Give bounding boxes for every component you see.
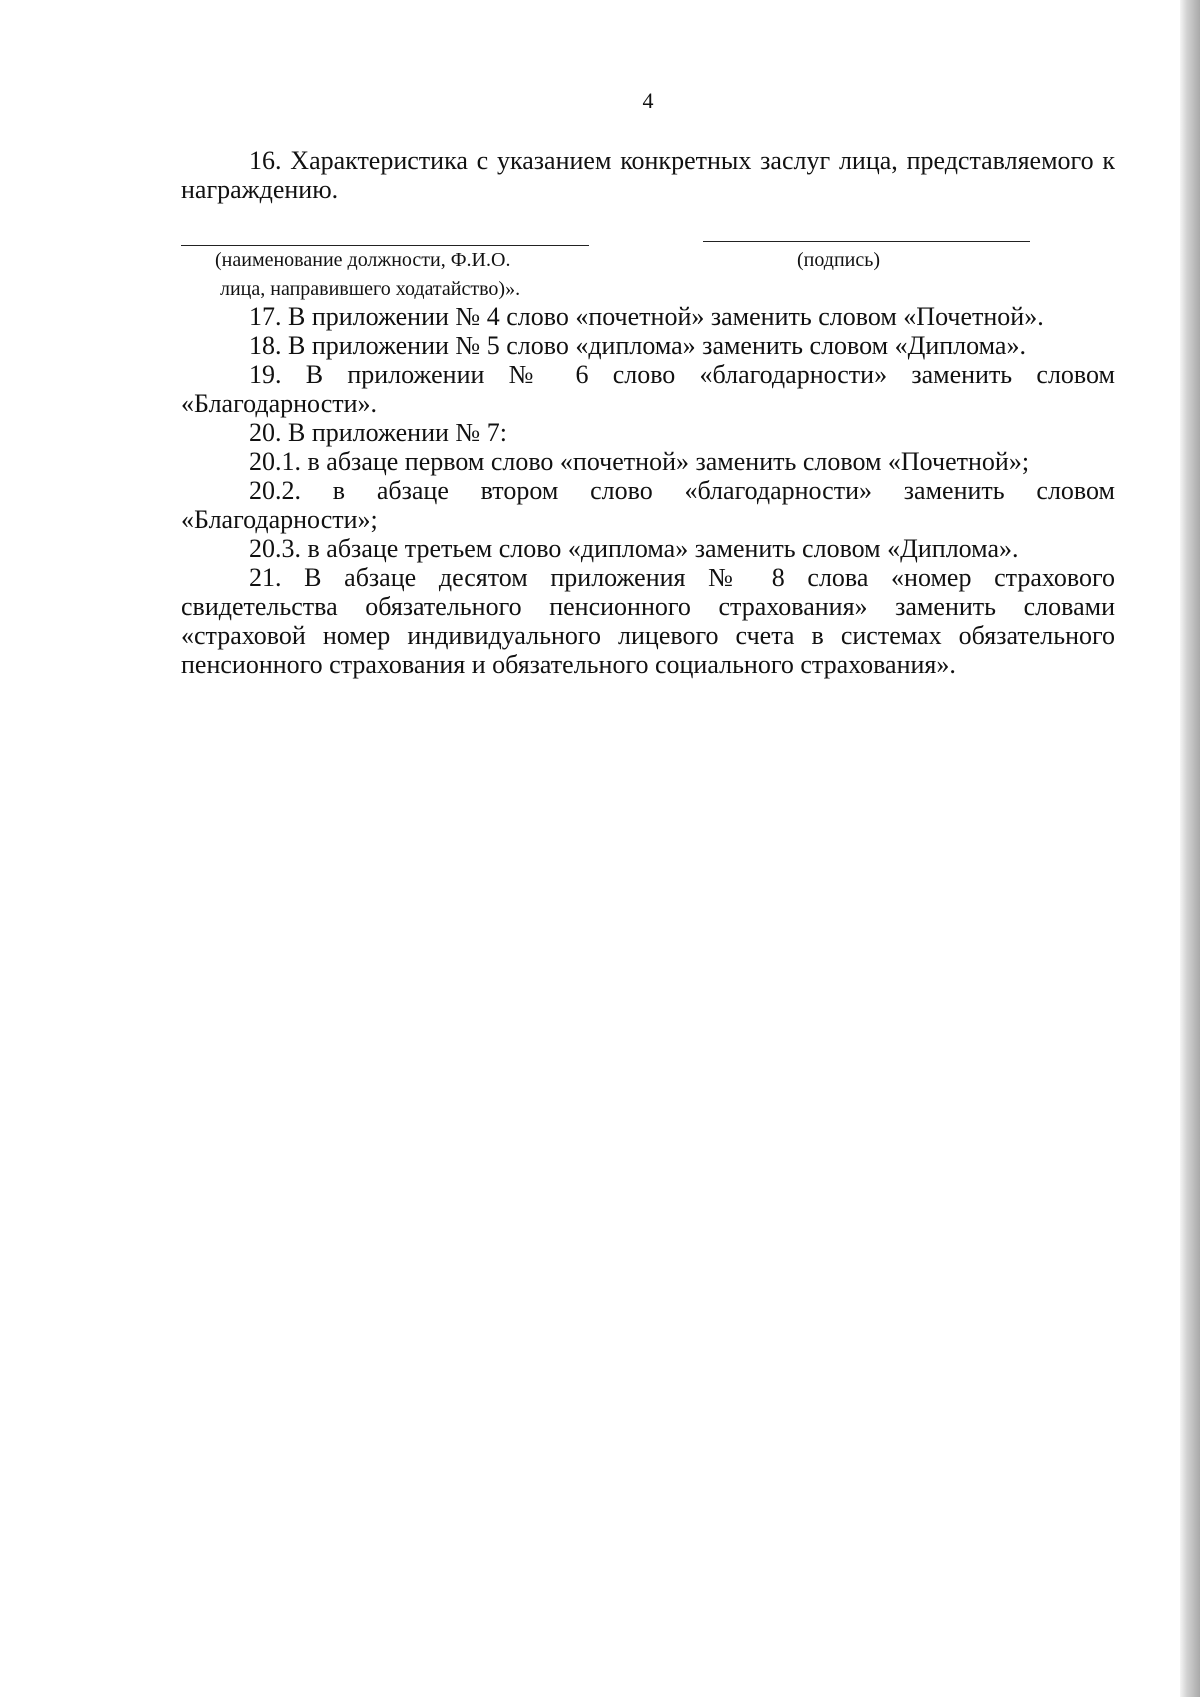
paragraph-18: 18. В приложении № 5 слово «диплома» заменить словом «Диплома».: [249, 331, 1026, 360]
position-caption-line2: лица, направившего ходатайство)».: [220, 278, 521, 300]
paragraph-20: 20. В приложении № 7:: [249, 418, 507, 447]
signature-caption: (подпись): [797, 249, 881, 271]
scan-edge-shadow: [1180, 0, 1200, 1697]
position-caption-line1: (наименование должности, Ф.И.О.: [215, 249, 511, 271]
paragraph-17: 17. В приложении № 4 слово «почетной» заменить словом «Почетной».: [249, 302, 1044, 331]
signature-line: [703, 241, 1030, 242]
paragraph-20-3: 20.3. в абзаце третьем слово «диплома» заменить словом «Диплома».: [249, 534, 1019, 563]
paragraph-19: 19. В приложении № 6 слово «благодарности» заменить словом «Благодарности».: [181, 360, 1115, 418]
paragraph-16: 16. Характеристика с указанием конкретных заслуг лица, представляемого к награждению.: [181, 146, 1115, 204]
page-number: 4: [642, 88, 654, 113]
paragraph-20-2: 20.2. в абзаце втором слово «благодарности» заменить словом «Благодарности»;: [181, 476, 1115, 534]
paragraph-20-1: 20.1. в абзаце первом слово «почетной» заменить словом «Почетной»;: [249, 447, 1030, 476]
paragraph-21: 21. В абзаце десятом приложения № 8 слова «номер страхового свидетельства обязательного пенсионного страхования» заменить словами «страховой номер индивидуального лицевого счета в системах обязательного пенсионного страхования и обязательного социального страхования».: [181, 563, 1115, 679]
